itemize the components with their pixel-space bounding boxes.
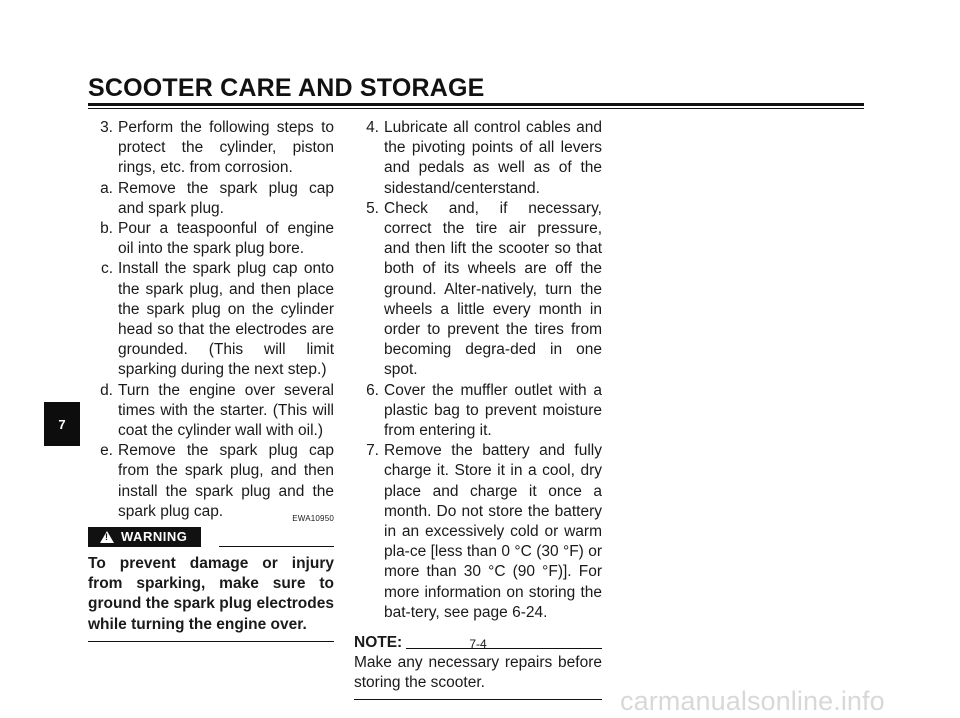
note-end-rule — [354, 699, 602, 700]
warning-triangle-icon — [100, 531, 114, 543]
warning-end-rule — [88, 641, 334, 642]
chapter-tab: 7 — [44, 402, 80, 446]
list-item — [88, 219, 334, 259]
list-item — [354, 381, 602, 442]
item-number: 7. — [366, 442, 379, 460]
item-text: Install the spark plug cap onto the spark plug, and then place the spark plug on the cylinder head so that the electrodes are grounded. (This will limit sparking during the next step.) — [118, 260, 334, 379]
item-text: Remove the spark plug cap and spark plug. — [118, 179, 334, 217]
item-number: a. — [100, 179, 113, 197]
item-number: c. — [100, 260, 113, 278]
list-item — [88, 381, 334, 442]
list-item — [88, 441, 334, 522]
list-item — [354, 118, 602, 199]
item-number: e. — [100, 442, 113, 460]
list-item — [88, 118, 334, 179]
left-column — [88, 118, 334, 642]
note-text: Make any necessary repairs before storing the scooter. — [354, 654, 602, 692]
list-item — [88, 179, 334, 219]
header-rule-thin — [88, 108, 864, 109]
item-number: d. — [100, 381, 113, 399]
note-label: NOTE: — [354, 634, 403, 652]
item-number: b. — [100, 220, 113, 238]
list-item — [88, 259, 334, 380]
item-text: Cover the muffler outlet with a plastic bag to prevent moisture from entering it. — [384, 381, 602, 440]
item-number: 4. — [366, 119, 379, 136]
item-text: Check and, if necessary, correct the tire air pressure, and then lift the scooter so that both of its wheels are off the ground. Alter-natively, turn the wheels a little every month in order to prevent the tires from becoming degra-ded in one spot. — [384, 199, 602, 379]
item-number: 6. — [366, 381, 379, 399]
warning-code: EWA10950 — [292, 514, 334, 524]
item-number: 5. — [366, 199, 379, 217]
item-number: 3. — [100, 119, 113, 136]
item-text: Pour a teaspoonful of engine oil into the spark plug bore. — [118, 220, 334, 258]
item-text: Turn the engine over several times with the starter. (This will coat the cylinder wall with oil.) — [118, 381, 334, 440]
warning-rule — [219, 546, 334, 547]
item-text: Lubricate all control cables and the pivoting points of all levers and pedals as well as of the sidestand/centerstand. — [384, 119, 602, 197]
warning-header — [88, 525, 334, 547]
item-text: Remove the spark plug cap from the spark plug, and then install the spark plug and the spark plug cap. — [118, 442, 334, 520]
page-title: SCOOTER CARE AND STORAGE — [88, 74, 485, 102]
item-text: Perform the following steps to protect the cylinder, piston rings, etc. from corrosion. — [118, 119, 334, 177]
right-column — [354, 118, 602, 700]
header-rule-thick — [88, 103, 864, 106]
warning-badge — [88, 527, 201, 547]
page-number: 7-4 — [469, 637, 487, 651]
list-item — [354, 199, 602, 381]
list-item — [354, 441, 602, 623]
watermark: carmanualsonline.info — [620, 686, 885, 716]
warning-label: WARNING — [121, 528, 188, 544]
warning-text: To prevent damage or injury from sparking, make sure to ground the spark plug electrodes while turning the engine over. — [88, 555, 334, 633]
item-text: Remove the battery and fully charge it. Store it in a cool, dry place and charge it once a month. Do not store the battery in an excessively cold or warm pla-ce [less than 0 °C (30 °F) or more than 30 °C (90 °F)]. For more information on storing the bat-tery, see page 6-24. — [384, 442, 602, 621]
